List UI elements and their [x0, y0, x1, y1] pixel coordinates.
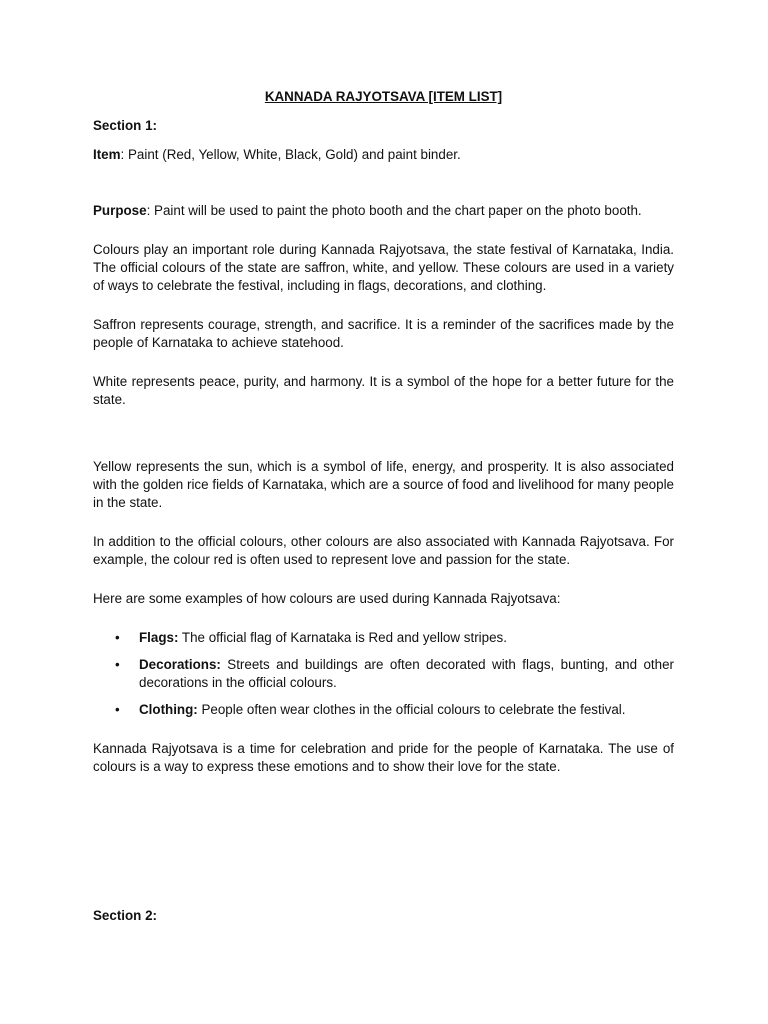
bullet-text: The official flag of Karnataka is Red and yellow stripes.	[178, 630, 507, 645]
purpose-text: : Paint will be used to paint the photo booth and the chart paper on the photo booth.	[146, 203, 642, 218]
paragraph-colours-intro: Colours play an important role during Kannada Rajyotsava, the state festival of Karnataka, India. The official colours of the state are saffron, white, and yellow. These colours are used in a variety of ways to celebrate the festival, including in flags, decorations, and clothing.	[93, 242, 674, 293]
section-2-heading: Section 2:	[93, 908, 157, 923]
purpose-label: Purpose	[93, 203, 147, 218]
list-item	[93, 656, 674, 692]
examples-list	[93, 629, 674, 719]
bullet-icon: •	[115, 702, 120, 717]
paragraph-saffron: Saffron represents courage, strength, and sacrifice. It is a reminder of the sacrifices made by the people of Karnataka to achieve statehood.	[93, 317, 674, 350]
purpose-line	[93, 202, 674, 220]
paragraph-white: White represents peace, purity, and harmony. It is a symbol of the hope for a better future for the state.	[93, 374, 674, 407]
bullet-label: Clothing:	[139, 702, 198, 717]
bullet-icon: •	[115, 630, 120, 645]
paragraph-examples-intro: Here are some examples of how colours are used during Kannada Rajyotsava:	[93, 591, 561, 606]
bullet-icon: •	[115, 657, 120, 672]
paragraph-other-colours: In addition to the official colours, other colours are also associated with Kannada Rajyotsava. For example, the colour red is often used to represent love and passion for the state.	[93, 534, 674, 567]
bullet-text: People often wear clothes in the official colours to celebrate the festival.	[197, 702, 626, 717]
paragraph-closing: Kannada Rajyotsava is a time for celebration and pride for the people of Karnataka. The use of colours is a way to express these emotions and to show their love for the state.	[93, 741, 674, 774]
bullet-label: Flags:	[139, 630, 179, 645]
bullet-label: Decorations:	[139, 657, 221, 672]
section-1-heading: Section 1:	[93, 118, 157, 133]
list-item	[93, 629, 674, 647]
item-text: : Paint (Red, Yellow, White, Black, Gold) and paint binder.	[120, 147, 461, 162]
list-item	[93, 701, 674, 719]
item-label: Item	[93, 147, 121, 162]
paragraph-yellow: Yellow represents the sun, which is a symbol of life, energy, and prosperity. It is also associated with the golden rice fields of Karnataka, which are a source of food and livelihood for many people in the state.	[93, 459, 674, 510]
bullet-text: Streets and buildings are often decorated with flags, bunting, and other decorations in the official colours.	[139, 657, 674, 690]
document-title: KANNADA RAJYOTSAVA [ITEM LIST]	[264, 89, 503, 104]
item-line	[93, 146, 674, 164]
